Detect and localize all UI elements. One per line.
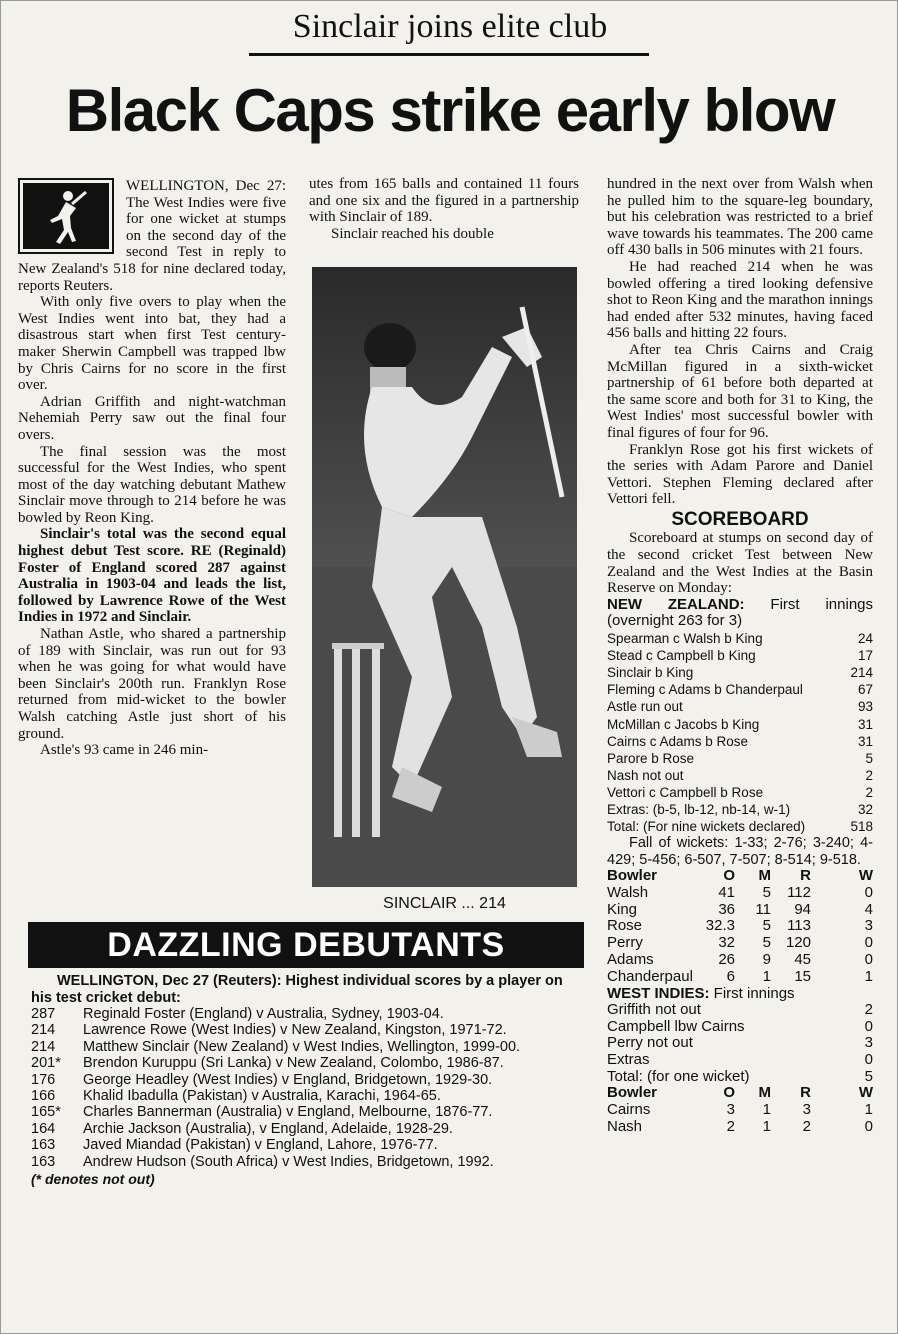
col1-para: Adrian Griffith and night-watchman Nehemiah Perry saw out the final four overs. <box>18 393 286 443</box>
col3-para: hundred in the next over from Walsh when he pulled him to the square-leg boundary, but his celebration was restricted to a brief wave towards his teammates. The 200 came off 430 balls in 506 minutes with 21 fours. <box>607 176 873 259</box>
wi-batting-row-value: 5 <box>864 1067 873 1085</box>
bowling-cell: 1 <box>762 967 771 985</box>
nz-batting-row-value: 32 <box>857 801 873 817</box>
bowling-cell: Nash <box>607 1117 643 1135</box>
main-headline: Black Caps strike early blow <box>65 77 835 144</box>
bowling-cell: 1 <box>762 1117 771 1135</box>
nz-batting-row-text: Vettori c Campbell b Rose <box>607 784 764 800</box>
bowling-cell: 0 <box>864 883 873 901</box>
nz-batting-row-value: 5 <box>865 750 873 766</box>
col3-para: After tea Chris Cairns and Craig McMillan figured in a sixth-wicket partnership of 61 before both departed at the same score and both for 31 to King, the West Indies' most successful bowler with final figures of four for 96. <box>607 341 873 441</box>
scoreboard-intro: Scoreboard at stumps on second day of the second cricket Test between New Zealand and the West Indies at the Basin Reserve on Monday: <box>607 530 873 597</box>
wi-batting-row-value: 3 <box>864 1034 873 1052</box>
nz-batting-row-text: Extras: (b-5, lb-12, nb-14, w-1) <box>607 801 791 817</box>
wi-batting-row <box>607 1019 873 1036</box>
bowling-row <box>607 1119 873 1136</box>
nz-batting-row <box>607 784 873 801</box>
debutant-detail: Brendon Kuruppu (Sri Lanka) v New Zealand, Colombo, 1986-87. <box>83 1055 504 1072</box>
article-column-1 <box>18 178 286 759</box>
bowling-cell: 94 <box>794 900 811 918</box>
debutant-detail: Charles Bannerman (Australia) v England, Melbourne, 1876-77. <box>83 1104 493 1121</box>
bowling-row <box>607 969 873 986</box>
debutant-row <box>31 1006 584 1022</box>
bowling-row <box>607 1102 873 1119</box>
debutant-score: 176 <box>31 1071 56 1088</box>
debutant-row <box>31 1088 584 1104</box>
kicker-rule <box>249 53 649 56</box>
wi-innings-heading: WEST INDIES: First innings <box>607 984 795 1002</box>
bowling-cell: 45 <box>794 950 811 968</box>
nz-batting-row <box>607 664 873 681</box>
wi-batting-row-value: 2 <box>864 1001 873 1019</box>
photo-caption: SINCLAIR ... 214 <box>383 895 506 912</box>
wi-batting-row <box>607 1069 873 1086</box>
col1-para: With only five overs to play when the West Indies went into bat, they had a disastrous start when first Test century-maker Sherwin Campbell was trapped lbw by Chris Cairns for no score in the first over. <box>18 294 286 394</box>
batsman-photo <box>312 267 577 887</box>
nz-batting-row-text: Astle run out <box>607 699 683 715</box>
kicker-headline: Sinclair joins elite club <box>292 8 608 45</box>
bowling-row <box>607 952 873 969</box>
debutants-list <box>31 973 584 1187</box>
bowling-cell: Chanderpaul <box>607 967 693 985</box>
bowling-cell: Walsh <box>607 883 649 901</box>
debutants-footnote: (* denotes not out) <box>31 1171 155 1188</box>
bowling-cell: Perry <box>607 934 643 952</box>
nz-batting-row-value: 31 <box>857 733 873 749</box>
debutant-score: 164 <box>31 1120 56 1137</box>
col1-para-bold: Sinclair's total was the second equal highest debut Test score. RE (Reginald) Foster of England scored 287 against Australia in 1903-04 and leads the list, followed by Lawrence Rowe of the West Indies in 1972 and Sinclair. <box>18 526 286 626</box>
bowling-cell: 1 <box>864 967 873 985</box>
bowling-cell: 1 <box>762 1100 771 1118</box>
debutant-score: 214 <box>31 1022 56 1039</box>
debutant-score: 214 <box>31 1038 56 1055</box>
nz-innings-heading: NEW ZEALAND: First innings (overnight 263 for 3) <box>607 595 874 630</box>
wi-batting-row-text: Extras <box>607 1050 650 1068</box>
nz-batting-row-text: Cairns c Adams b Rose <box>607 733 749 749</box>
nz-batting-row-text: Sinclair b King <box>607 665 694 681</box>
wi-batting-row-text: Griffith not out <box>607 1001 701 1019</box>
debutant-detail: Andrew Hudson (South Africa) v West Indies, Bridgetown, 1992. <box>83 1153 494 1170</box>
bowling-cell: 32 <box>718 934 735 952</box>
debutant-score: 163 <box>31 1153 56 1170</box>
debutant-detail: Archie Jackson (Australia), v England, Adelaide, 1928-29. <box>83 1120 453 1137</box>
nz-batting-row-value: 24 <box>857 631 873 647</box>
col1-para: WELLINGTON, Dec 27: The West Indies were five for one wicket at stumps on the second day of the second Test in reply to New Zealand's 518 for nine declared today, reports Reuters. <box>18 178 286 294</box>
debutant-row <box>31 1121 584 1137</box>
bowling-cell: 15 <box>794 967 811 985</box>
nz-batting-list <box>607 630 873 835</box>
wi-batting-list <box>607 1002 873 1085</box>
col3-para: Franklyn Rose got his first wickets of the series with Adam Parore and Daniel Vettori. Stephen Fleming declared after Vettori fell. <box>607 441 873 508</box>
nz-batting-row <box>607 681 873 698</box>
bowling-row <box>607 885 873 902</box>
bowling-cell: 2 <box>726 1117 735 1135</box>
bowling-header: Bowler O M R W <box>607 866 873 884</box>
bowling-cell: Rose <box>607 917 643 935</box>
nz-batting-row-text: Parore b Rose <box>607 750 695 766</box>
wi-batting-row <box>607 1002 873 1019</box>
nz-batting-row-text: Fleming c Adams b Chanderpaul <box>607 682 803 698</box>
debutant-detail: Khalid Ibadulla (Pakistan) v Australia, Karachi, 1964-65. <box>83 1088 441 1105</box>
bowling-cell: 6 <box>726 967 735 985</box>
wi-batting-row <box>607 1052 873 1069</box>
debutant-detail: George Headley (West Indies) v England, Bridgetown, 1929-30. <box>83 1071 493 1088</box>
debutant-detail: Lawrence Rowe (West Indies) v New Zealand, Kingston, 1971-72. <box>83 1022 507 1039</box>
bowling-row <box>607 935 873 952</box>
nz-batting-row <box>607 698 873 715</box>
bowling-cell: King <box>607 900 638 918</box>
wi-batting-row-value: 0 <box>864 1017 873 1035</box>
nz-batting-row-value: 518 <box>850 819 873 835</box>
bowling-cell: 3 <box>864 917 873 935</box>
nz-batting-row <box>607 630 873 647</box>
col1-para: Nathan Astle, who shared a partnership of 189 with Sinclair, was run out for 93 when he was going for what would have been Sinclair's 200th run. Franklyn Rose returned from mid-wicket to the bowler Walsh catching Astle just short of his ground. <box>18 626 286 742</box>
debutant-score: 201* <box>31 1055 61 1072</box>
nz-batting-row-value: 2 <box>865 784 873 800</box>
article-column-3 <box>607 176 873 1136</box>
bowling-cell: 120 <box>785 934 811 952</box>
bowling-cell: 26 <box>718 950 735 968</box>
col2-para: Sinclair reached his double <box>331 225 494 242</box>
col3-para: He had reached 214 when he was bowled offering a tired looking defensive shot to Reon King and the marathon innings had ended after 532 minutes, having faced 456 balls and hitting 22 fours. <box>607 258 873 342</box>
debutant-row <box>31 1055 584 1071</box>
bowling-cell: 113 <box>787 917 811 935</box>
wi-bowling-figures <box>607 885 873 986</box>
nz-batting-row-value: 2 <box>865 767 873 783</box>
bowling-row <box>607 918 873 935</box>
bowling-cell: 3 <box>802 1100 811 1118</box>
nz-batting-row-text: Total: (For nine wickets declared) <box>607 819 806 835</box>
col1-para: The final session was the most successful for the West Indies, who spent most of the day watching debutant Mathew Sinclair move through to 214 before he was bowled by Reon King. <box>18 443 286 526</box>
debutant-score: 163 <box>31 1137 56 1154</box>
bowling-cell: 11 <box>755 900 771 918</box>
nz-batting-row-value: 31 <box>857 716 873 732</box>
scoreboard-title: SCOREBOARD <box>671 508 809 530</box>
bowling-cell: 0 <box>864 934 873 952</box>
bowling-cell: Adams <box>607 950 654 968</box>
nz-batting-row-text: McMillan c Jacobs b King <box>607 716 760 732</box>
debutant-row <box>31 1104 584 1120</box>
debutant-row <box>31 1072 584 1088</box>
cricket-batsman-icon <box>18 178 114 254</box>
debutants-title: DAZZLING DEBUTANTS <box>107 926 505 964</box>
wi-batting-row-text: Perry not out <box>607 1034 693 1052</box>
fall-of-wickets: Fall of wickets: 1-33; 2-76; 3-240; 4-429; 5-456; 6-507, 7-507; 8-514; 9-518. <box>607 835 873 868</box>
bowling-row <box>607 902 873 919</box>
article-column-2 <box>309 176 579 242</box>
bowling-cell: 112 <box>787 883 811 901</box>
bowling-cell: 36 <box>718 900 735 918</box>
nz-batting-row <box>607 750 873 767</box>
wi-batting-row-text: Campbell lbw Cairns <box>607 1017 745 1035</box>
nz-bowling-figures <box>607 1102 873 1136</box>
bowling-cell: 5 <box>762 934 771 952</box>
bowling-cell: 3 <box>726 1100 735 1118</box>
bowling-cell: 32.3 <box>705 917 735 935</box>
debutant-detail: Matthew Sinclair (New Zealand) v West Indies, Wellington, 1999-00. <box>83 1038 521 1055</box>
bowling-header-2: Bowler O M R W <box>607 1084 873 1102</box>
debutant-detail: Javed Miandad (Pakistan) v England, Lahore, 1976-77. <box>83 1137 438 1154</box>
bowling-cell: 9 <box>762 950 771 968</box>
wi-batting-row <box>607 1035 873 1052</box>
nz-batting-row <box>607 767 873 784</box>
bowling-cell: Cairns <box>607 1100 651 1118</box>
debutants-intro: WELLINGTON, Dec 27 (Reuters): Highest individual scores by a player on his test cricket debut: <box>31 973 563 1006</box>
bowling-cell: 2 <box>802 1117 811 1135</box>
nz-batting-row <box>607 801 873 818</box>
nz-batting-row-text: Nash not out <box>607 767 684 783</box>
nz-batting-row-text: Spearman c Walsh b King <box>607 631 763 647</box>
bowling-cell: 0 <box>864 950 873 968</box>
debutant-detail: Reginald Foster (England) v Australia, Sydney, 1903-04. <box>83 1006 444 1022</box>
nz-batting-row <box>607 647 873 664</box>
nz-batting-row-value: 67 <box>857 682 873 698</box>
bowling-cell: 5 <box>762 917 771 935</box>
bowling-cell: 41 <box>718 883 735 901</box>
bowling-cell: 1 <box>864 1100 873 1118</box>
nz-batting-row <box>607 733 873 750</box>
debutant-score: 287 <box>31 1006 56 1022</box>
bowling-cell: 4 <box>864 900 873 918</box>
col2-para: utes from 165 balls and contained 11 fours and one six and the figured in a partnership with Sinclair of 189. <box>309 176 579 226</box>
debutant-row <box>31 1154 584 1170</box>
wi-batting-row-text: Total: (for one wicket) <box>607 1067 750 1085</box>
debutant-score: 166 <box>31 1088 56 1105</box>
bowling-cell: 5 <box>762 883 771 901</box>
nz-batting-row <box>607 716 873 733</box>
nz-batting-row-text: Stead c Campbell b King <box>607 648 756 664</box>
nz-batting-row-value: 214 <box>850 665 873 681</box>
debutant-row <box>31 1039 584 1055</box>
bowling-cell: 0 <box>864 1117 873 1135</box>
debutant-row <box>31 1137 584 1153</box>
debutant-row <box>31 1022 584 1038</box>
col1-para: Astle's 93 came in 246 min- <box>40 742 209 759</box>
nz-batting-row <box>607 818 873 835</box>
nz-batting-row-value: 93 <box>857 699 873 715</box>
wi-batting-row-value: 0 <box>864 1050 873 1068</box>
nz-batting-row-value: 17 <box>857 648 873 664</box>
debutant-score: 165* <box>31 1104 61 1121</box>
